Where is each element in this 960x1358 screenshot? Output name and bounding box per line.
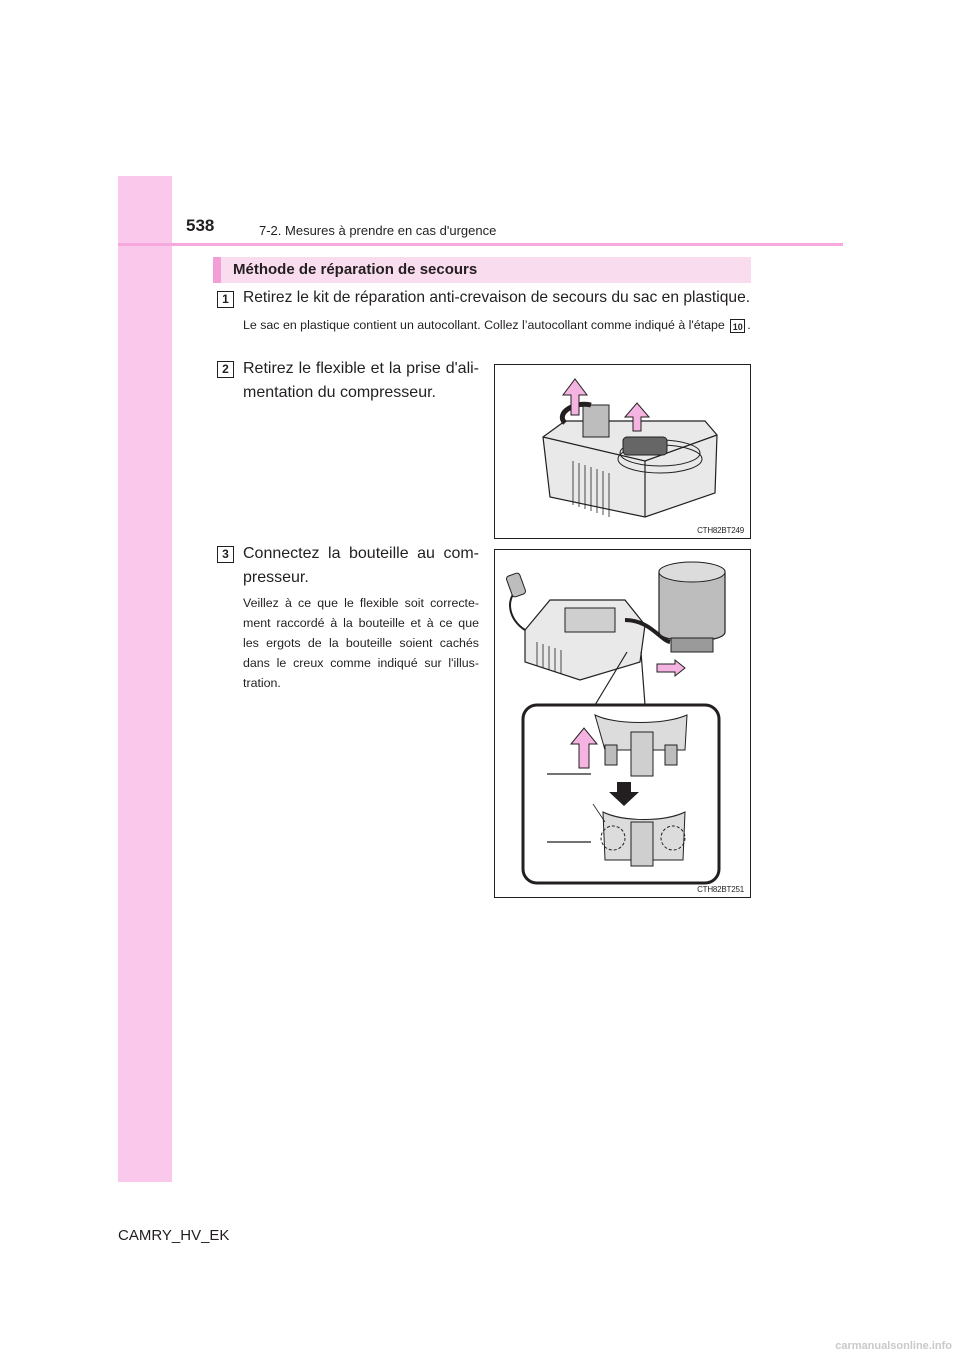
step-2-text: Retirez le flexible et la prise d'ali-mentation du compresseur. [243, 360, 479, 401]
section-title: 7-2. Mesures à prendre en cas d'urgence [259, 223, 497, 238]
figure-code: CTH82BT251 [697, 885, 744, 894]
step-1-note [243, 316, 751, 335]
step-1-note-end: . [747, 318, 751, 332]
step-3-number: 3 [217, 546, 234, 563]
step-1-note-text: Le sac en plastique contient un autocollant. Collez l’autocollant comme indiqué à l'étape [243, 318, 725, 332]
step-3-text: Connectez la bouteille au com-presseur. [243, 545, 479, 586]
step-2-number: 2 [217, 361, 234, 378]
figure-code: CTH82BT249 [697, 526, 744, 535]
bottle-connection-illustration [494, 549, 751, 898]
step-1-number: 1 [217, 291, 234, 308]
page-number: 538 [186, 216, 215, 235]
subsection-heading [213, 257, 751, 283]
step-3-note: Veillez à ce que le flexible soit correcte-ment raccordé à la bouteille et à ce que les ergots de la bouteille soient cachés dans le creux comme indiqué sur l'illus-tration. [243, 596, 479, 690]
document-footer-code: CAMRY_HV_EK [118, 1227, 230, 1244]
compressor-illustration [494, 364, 751, 539]
subsection-heading-text: Méthode de réparation de secours [233, 261, 478, 278]
header-rule [118, 243, 843, 246]
chapter-sidebar-tab [118, 176, 172, 1182]
watermark-logo: carmanualsonline.info [835, 1340, 952, 1352]
step-reference-badge: 10 [730, 319, 745, 333]
step-1-text: Retirez le kit de réparation anti-crevaison de secours du sac en plastique. [243, 289, 751, 306]
